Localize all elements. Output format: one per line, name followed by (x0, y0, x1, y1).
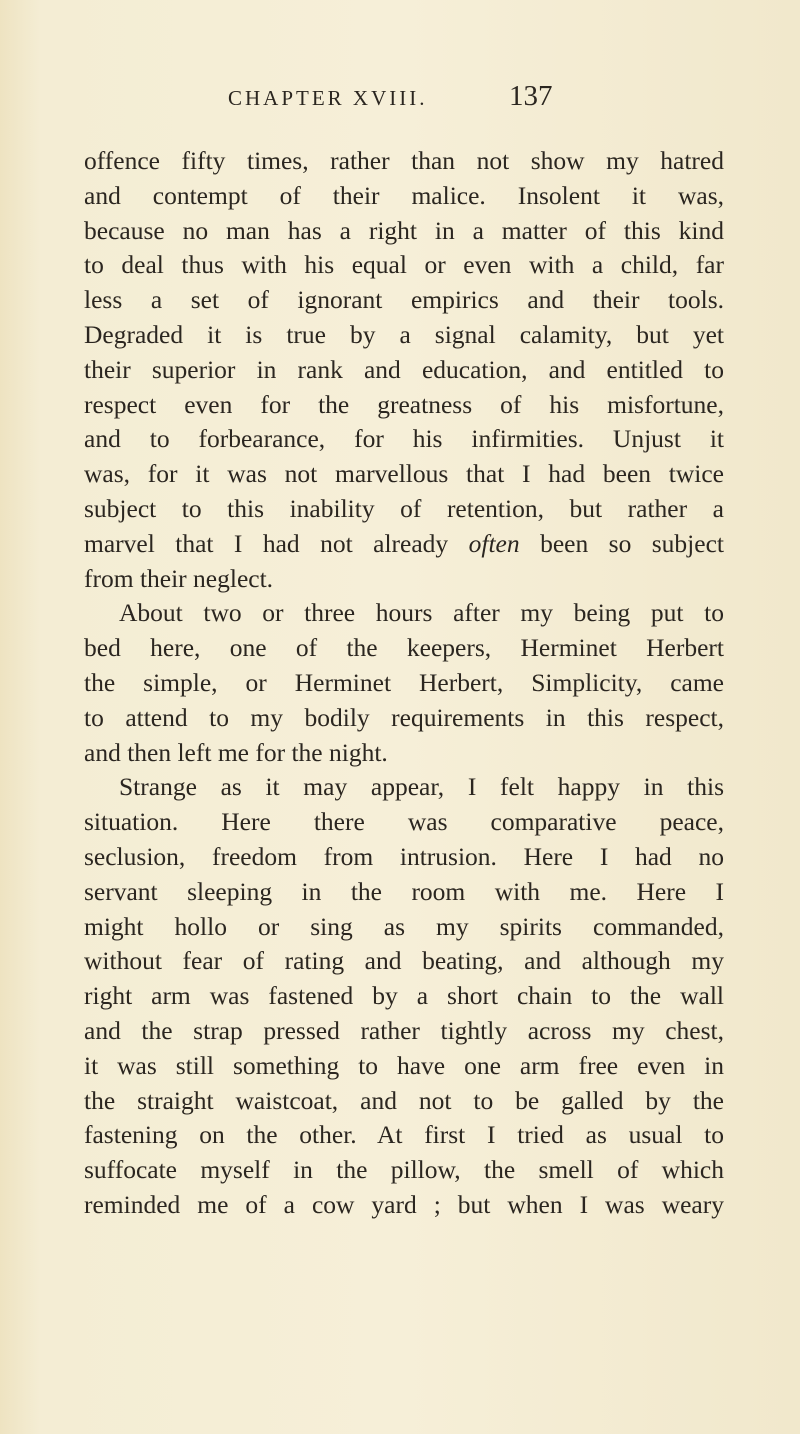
text-line: situation. Here there was comparative peace, (84, 807, 724, 837)
text-line: subject to this inability of retention, but rather a (84, 493, 724, 523)
text-line-with-italic (84, 527, 724, 562)
text-line: because no man has a right in a matter of this kind (84, 215, 724, 245)
text-line: offence fifty times, rather than not show my hatred (84, 146, 724, 175)
text-line: to deal thus with his equal or even with a child, far (84, 250, 724, 280)
text-line: from their neglect. (84, 563, 274, 593)
page-number: 137 (509, 80, 553, 112)
paragraph-start-line: Strange as it may appear, I felt happy in this (119, 772, 724, 802)
text-line: the simple, or Herminet Herbert, Simplicity, came (84, 667, 724, 697)
text-line: suffocate myself in the pillow, the smell of which (84, 1155, 724, 1185)
text-line: it was still something to have one arm free even in (84, 1050, 724, 1080)
text-line: and then left me for the night. (84, 737, 388, 767)
paragraph-start-line: About two or three hours after my being put to (119, 598, 724, 628)
text-line: bed here, one of the keepers, Herminet Herbert (84, 633, 724, 663)
text-line: and to forbearance, for his infirmities. Unjust it (84, 424, 724, 454)
text-line: servant sleeping in the room with me. Here I (84, 876, 724, 906)
text-line: might hollo or sing as my spirits commanded, (84, 911, 724, 941)
text-line: seclusion, freedom from intrusion. Here I had no (84, 841, 724, 871)
text-line: reminded me of a cow yard ; but when I was weary (84, 1189, 724, 1219)
text-line: the straight waistcoat, and not to be galled by the (84, 1085, 724, 1115)
body-text (84, 144, 724, 1223)
text-line: their superior in rank and education, and entitled to (84, 354, 724, 384)
italic-emphasis: often (468, 528, 520, 558)
text-line: was, for it was not marvellous that I had been twice (84, 459, 724, 489)
text-run: been so subject (519, 528, 724, 558)
text-line: right arm was fastened by a short chain to the wall (84, 981, 724, 1011)
text-run: marvel that I had not already (84, 528, 469, 558)
text-line: less a set of ignorant empirics and their tools. (84, 285, 724, 315)
text-line: fastening on the other. At first I tried as usual to (84, 1120, 724, 1150)
text-line: and contempt of their malice. Insolent it was, (84, 180, 724, 210)
text-line: respect even for the greatness of his misfortune, (84, 389, 724, 419)
text-line: Degraded it is true by a signal calamity, but yet (84, 319, 724, 349)
text-line: and the strap pressed rather tightly across my chest, (84, 1015, 724, 1045)
text-line: to attend to my bodily requirements in this respect, (84, 702, 724, 732)
chapter-title: CHAPTER XVIII. (228, 86, 428, 110)
text-line: without fear of rating and beating, and although my (84, 946, 724, 976)
running-head (228, 80, 628, 120)
